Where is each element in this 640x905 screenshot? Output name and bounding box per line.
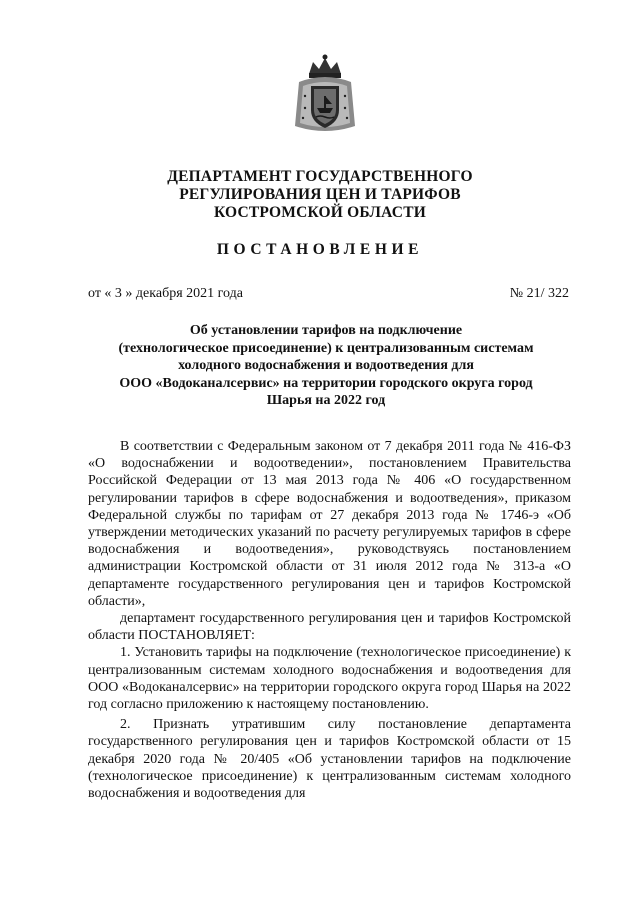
paragraph-item-1: 1. Установить тарифы на подключение (технологическое присоединение) к централизованным системам холодного водоснабжения и водоотведения для ООО «Водоканалсервис» на территории городского округа город Шарья на 2022 год согласно приложению к настоящему постановлению.	[88, 645, 571, 713]
department-name	[60, 168, 580, 222]
subject-line-2: (технологическое присоединение) к централизованным системам	[118, 340, 534, 356]
document-body	[88, 438, 571, 802]
subject-line-1: Об установлении тарифов на подключение	[189, 323, 463, 338]
document-type-title: ПОСТАНОВЛЕНИЕ	[216, 241, 424, 258]
subject-line-5: Шарья на 2022 год	[266, 393, 386, 408]
department-line-1: ДЕПАРТАМЕНТ ГОСУДАРСТВЕННОГО	[167, 168, 473, 185]
document-date: от « 3 » декабря 2021 года	[88, 286, 243, 301]
department-line-3: КОСТРОМСКОЙ ОБЛАСТИ	[213, 204, 426, 221]
document-number: № 21/ 322	[509, 286, 569, 301]
document-subject	[96, 322, 556, 410]
paragraph-item-2: 2. Признать утратившим силу постановление департамента государственного регулирования цен и тарифов Костромской области от 15 декабря 2020 года № 20/405 «Об установлении тарифов на подключение (технологическое присоединение) к централизованным системам холодного водоснабжения и водоотведения для	[88, 717, 571, 802]
subject-line-4: ООО «Водоканалсервис» на территории городского округа город	[119, 375, 533, 391]
coat-of-arms-icon	[293, 52, 357, 136]
paragraph-resolves: департамент государственного регулирования цен и тарифов Костромской области ПОСТАНОВЛЯЕТ:	[88, 611, 571, 644]
department-line-2: РЕГУЛИРОВАНИЯ ЦЕН И ТАРИФОВ	[179, 186, 461, 203]
subject-line-3: холодного водоснабжения и водоотведения для	[178, 358, 474, 373]
paragraph-preamble: В соответствии с Федеральным законом от 7 декабря 2011 года № 416-ФЗ «О водоснабжении и водоотведении», постановлением Правительства Российской Федерации от 13 мая 2013 года № 406 «О государственном регулировании тарифов в сфере водоснабжения и водоотведения», приказом Федеральной службы по тарифам от 27 декабря 2013 года № 1746-э «Об утверждении методических указаний по расчету регулируемых тарифов в сфере водоснабжения и водоотведения», руководствуясь постановлением администрации Костромской области от 31 июля 2012 года № 313-а «О департаменте государственного регулирования цен и тарифов Костромской области»,	[88, 439, 571, 609]
